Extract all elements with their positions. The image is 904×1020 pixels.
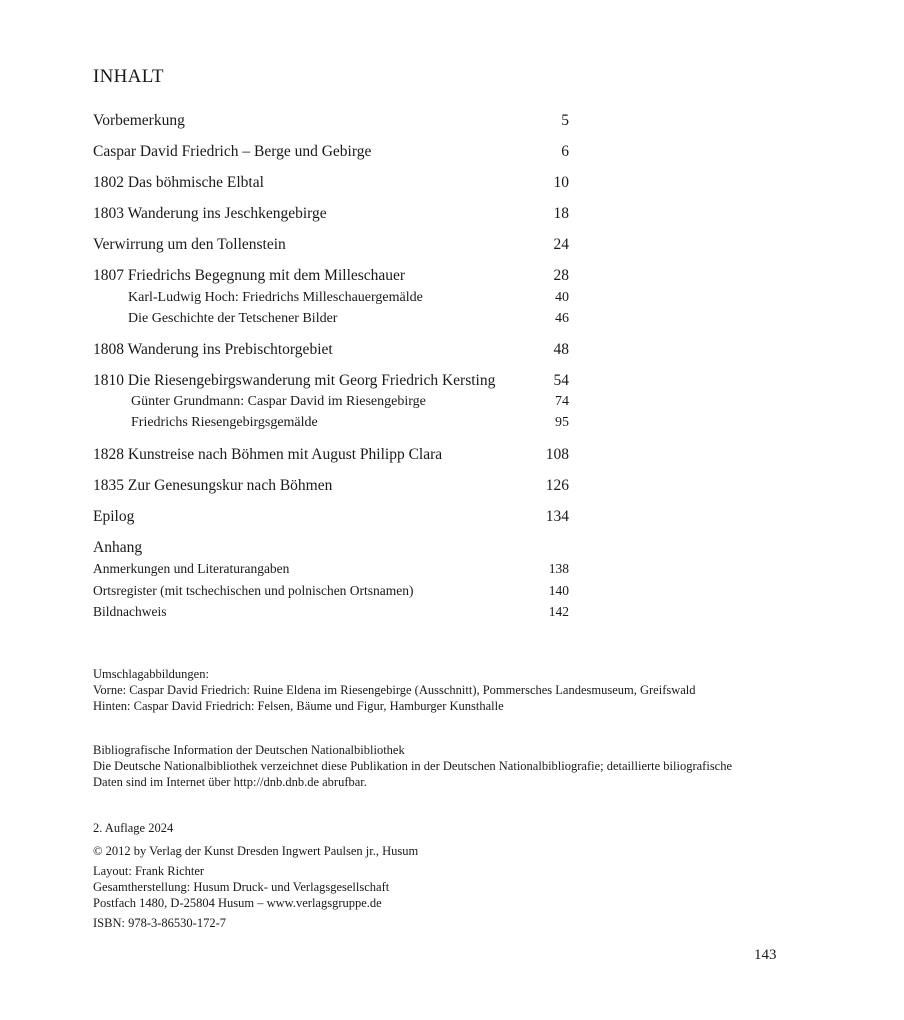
toc-entry <box>93 508 573 528</box>
toc-entry <box>93 174 573 194</box>
layout-credit: Layout: Frank Richter <box>93 864 205 878</box>
appendix-entry-page: 138 <box>548 561 569 576</box>
publisher-address: Postfach 1480, D-25804 Husum – www.verlagsgruppe.de <box>93 896 382 910</box>
toc-subentry <box>93 290 573 310</box>
toc-entry-page: 18 <box>553 205 569 222</box>
toc-entry-page: 10 <box>553 174 569 191</box>
production-credit: Gesamtherstellung: Husum Druck- und Verlagsgesellschaft <box>93 880 390 894</box>
toc-entry-title: 1808 Wanderung ins Prebischtorgebiet <box>93 341 333 358</box>
toc-entry-title: Epilog <box>93 508 135 525</box>
toc-subentry <box>93 415 573 435</box>
imprint-block <box>93 863 389 911</box>
toc-entry <box>93 236 573 256</box>
appendix-entry-title: Bildnachweis <box>93 604 167 619</box>
toc-entry-title: 1802 Das böhmische Elbtal <box>93 174 264 191</box>
toc-subentry-title: Günter Grundmann: Caspar David im Riesengebirge <box>131 394 426 409</box>
appendix-heading-text: Anhang <box>93 539 143 556</box>
copyright: © 2012 by Verlag der Kunst Dresden Ingwert Paulsen jr., Husum <box>93 844 419 858</box>
toc-subentry-title: Die Geschichte der Tetschener Bilder <box>128 311 338 326</box>
cover-label: Umschlagabbildungen: <box>93 667 209 681</box>
cover-front: Vorne: Caspar David Friedrich: Ruine Eldena im Riesengebirge (Ausschnitt), Pommersches Landesmuseum, Greifswald <box>93 683 696 697</box>
toc-subentry-title: Friedrichs Riesengebirgsgemälde <box>131 415 318 430</box>
toc-entry-page: 108 <box>545 446 569 463</box>
bibliographic-info <box>93 742 732 790</box>
appendix-entry-title: Ortsregister (mit tschechischen und polnischen Ortsnamen) <box>93 583 414 598</box>
appendix-entry-page: 140 <box>548 583 569 598</box>
toc-entry-page: 134 <box>545 508 569 525</box>
toc-subentry-page: 74 <box>555 394 569 409</box>
biblio-line: Die Deutsche Nationalbibliothek verzeichnet diese Publikation in der Deutschen Nationalbibliografie; detaillierte biliografische <box>93 759 733 773</box>
cover-credits <box>93 666 696 714</box>
cover-back: Hinten: Caspar David Friedrich: Felsen, Bäume und Figur, Hamburger Kunsthalle <box>93 699 504 713</box>
toc-entry-page: 48 <box>553 341 569 358</box>
toc-entry <box>93 143 573 163</box>
appendix-entry <box>93 561 573 581</box>
toc-entry-page: 5 <box>561 112 569 129</box>
toc-subentry <box>93 311 573 331</box>
toc-entry-title: Caspar David Friedrich – Berge und Gebirge <box>93 143 372 160</box>
toc-entry <box>93 205 573 225</box>
toc-entry-page: 126 <box>545 477 569 494</box>
toc-entry <box>93 372 573 392</box>
toc-subentry-page: 95 <box>555 415 569 430</box>
toc-entry-page: 28 <box>553 267 569 284</box>
toc-entry-title: 1835 Zur Genesungskur nach Böhmen <box>93 477 333 494</box>
toc-entry-page: 6 <box>561 143 569 160</box>
biblio-line: Daten sind im Internet über http://dnb.dnb.de abrufbar. <box>93 775 367 789</box>
toc-entry-title: 1828 Kunstreise nach Böhmen mit August Philipp Clara <box>93 446 443 463</box>
toc-entry <box>93 112 573 132</box>
toc-entry <box>93 267 573 287</box>
toc-entry-title: 1803 Wanderung ins Jeschkengebirge <box>93 205 327 222</box>
appendix-entry <box>93 604 573 624</box>
appendix-entry <box>93 583 573 603</box>
toc-subentry <box>93 394 573 414</box>
appendix-heading <box>93 539 573 559</box>
toc-entry-title: Vorbemerkung <box>93 112 185 129</box>
toc-subentry-page: 46 <box>555 311 569 326</box>
toc-entry <box>93 446 573 466</box>
toc-entry-page: 54 <box>553 372 569 389</box>
page-title: INHALT <box>93 66 164 87</box>
toc-entry <box>93 341 573 361</box>
toc-entry-page: 24 <box>553 236 569 253</box>
toc-entry-title: 1807 Friedrichs Begegnung mit dem Milleschauer <box>93 267 406 284</box>
toc-entry <box>93 477 573 497</box>
toc-subentry-page: 40 <box>555 290 569 305</box>
appendix-entry-page: 142 <box>548 604 569 619</box>
toc-entry-title: 1810 Die Riesengebirgswanderung mit Georg Friedrich Kersting <box>93 372 496 389</box>
biblio-heading: Bibliografische Information der Deutschen Nationalbibliothek <box>93 743 405 757</box>
toc-entry-title: Verwirrung um den Tollenstein <box>93 236 286 253</box>
isbn: ISBN: 978-3-86530-172-7 <box>93 916 226 930</box>
edition: 2. Auflage 2024 <box>93 821 174 835</box>
page-number: 143 <box>754 947 777 963</box>
appendix-entry-title: Anmerkungen und Literaturangaben <box>93 561 290 576</box>
toc-subentry-title: Karl-Ludwig Hoch: Friedrichs Milleschauergemälde <box>128 290 423 305</box>
